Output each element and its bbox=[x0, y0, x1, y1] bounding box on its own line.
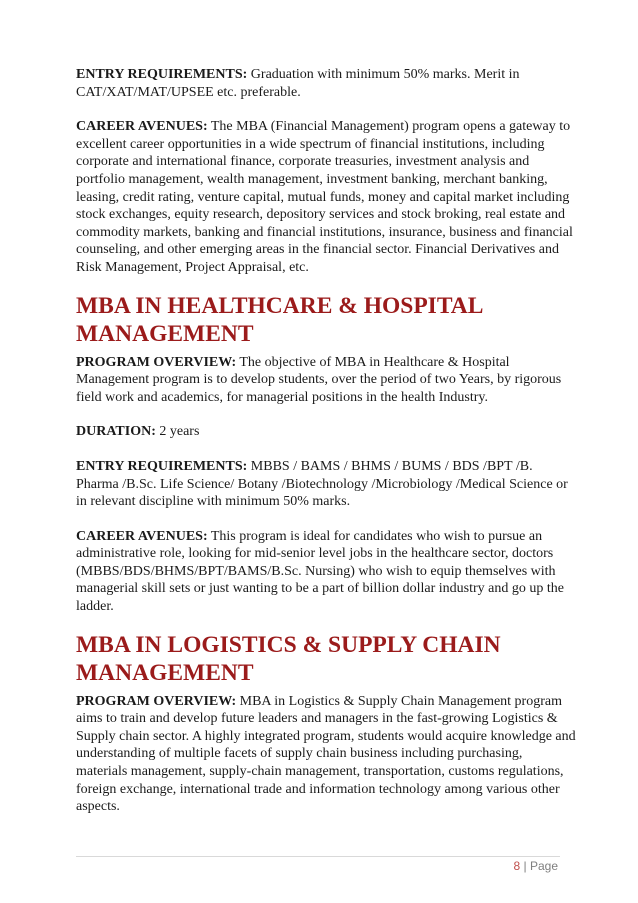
program-overview-label: PROGRAM OVERVIEW: bbox=[76, 693, 237, 709]
program-overview-text: MBA in Logistics & Supply Chain Management program aims to train and develop future leaders and managers in the fast-growing Logistics & Supply chain sector. A highly integrated program, students would acquire knowledge and understanding of multiple facets of supply chain business including purchasing, materials management, supply-chain management, transportation, customs regulations, foreign exchange, international trade and information technology among various other aspects. bbox=[76, 693, 576, 815]
page-content bbox=[76, 66, 576, 820]
healthcare-career-avenues bbox=[76, 528, 576, 616]
healthcare-entry-requirements bbox=[76, 458, 576, 511]
career-avenues-text: The MBA (Financial Management) program opens a gateway to excellent career opportunities in a wide spectrum of financial institutions, including corporate and international finance, corporate treasuries, investment analysis and portfolio management, wealth management, investment banking, merchant banking, leasing, credit rating, venture capital, mutual funds, money and capital market including stock exchanges, equity research, depository services and stock broking, real estate and commodity markets, banking and financial institutions, insurance, business and financial counseling, and other emerging areas in the financial sector. Financial Derivatives and Risk Management, Project Appraisal, etc. bbox=[76, 119, 573, 275]
healthcare-duration bbox=[76, 423, 576, 441]
page-label: Page bbox=[529, 859, 558, 873]
duration-text: 2 years bbox=[155, 424, 200, 440]
program-overview-text: The objective of MBA in Healthcare & Hospital Management program is to develop students, over the period of two Years, by rigorous field work and academics, for managerial positions in the health Industry. bbox=[76, 354, 562, 405]
entry-requirements-label: ENTRY REQUIREMENTS: bbox=[76, 458, 248, 474]
intro-entry-requirements bbox=[76, 66, 576, 101]
career-avenues-label: CAREER AVENUES: bbox=[76, 528, 208, 544]
page-number: 8 bbox=[513, 859, 521, 873]
healthcare-heading-line1: MBA IN HEALTHCARE & HOSPITAL bbox=[76, 292, 484, 319]
intro-career-avenues bbox=[76, 118, 576, 276]
entry-requirements-text: Graduation with minimum 50% marks. Merit in CAT/XAT/MAT/UPSEE etc. preferable. bbox=[76, 67, 520, 100]
logistics-heading-line2: MANAGEMENT bbox=[76, 659, 254, 686]
entry-requirements-label: ENTRY REQUIREMENTS: bbox=[76, 67, 248, 82]
footer-separator: | bbox=[520, 859, 530, 873]
logistics-heading-line1: MBA IN LOGISTICS & SUPPLY CHAIN bbox=[76, 631, 501, 658]
program-overview-label: PROGRAM OVERVIEW: bbox=[76, 354, 237, 370]
page-footer bbox=[513, 859, 558, 873]
entry-requirements-text: MBBS / BAMS / BHMS / BUMS / BDS /BPT /B. Pharma /B.Sc. Life Science/ Botany /Biotechnology /Microbiology /Medical Science or in relevant discipline with minimum 50% marks. bbox=[76, 458, 568, 510]
logistics-heading bbox=[76, 631, 576, 687]
footer-divider bbox=[76, 856, 560, 857]
career-avenues-label: CAREER AVENUES: bbox=[76, 119, 208, 135]
duration-label: DURATION: bbox=[76, 424, 156, 440]
logistics-program-overview bbox=[76, 693, 576, 816]
healthcare-program-overview bbox=[76, 354, 576, 407]
healthcare-heading-line2: MANAGEMENT bbox=[76, 320, 254, 347]
healthcare-heading bbox=[76, 292, 576, 348]
career-avenues-text: This program is ideal for candidates who wish to pursue an administrative role, looking for mid-senior level jobs in the healthcare sector, doctors (MBBS/BDS/BHMS/BPT/BAMS/B.Sc. Nursing) who wish to equip themselves with managerial skill sets or just wanting to be a part of billion dollar industry and go up the ladder. bbox=[76, 528, 564, 615]
